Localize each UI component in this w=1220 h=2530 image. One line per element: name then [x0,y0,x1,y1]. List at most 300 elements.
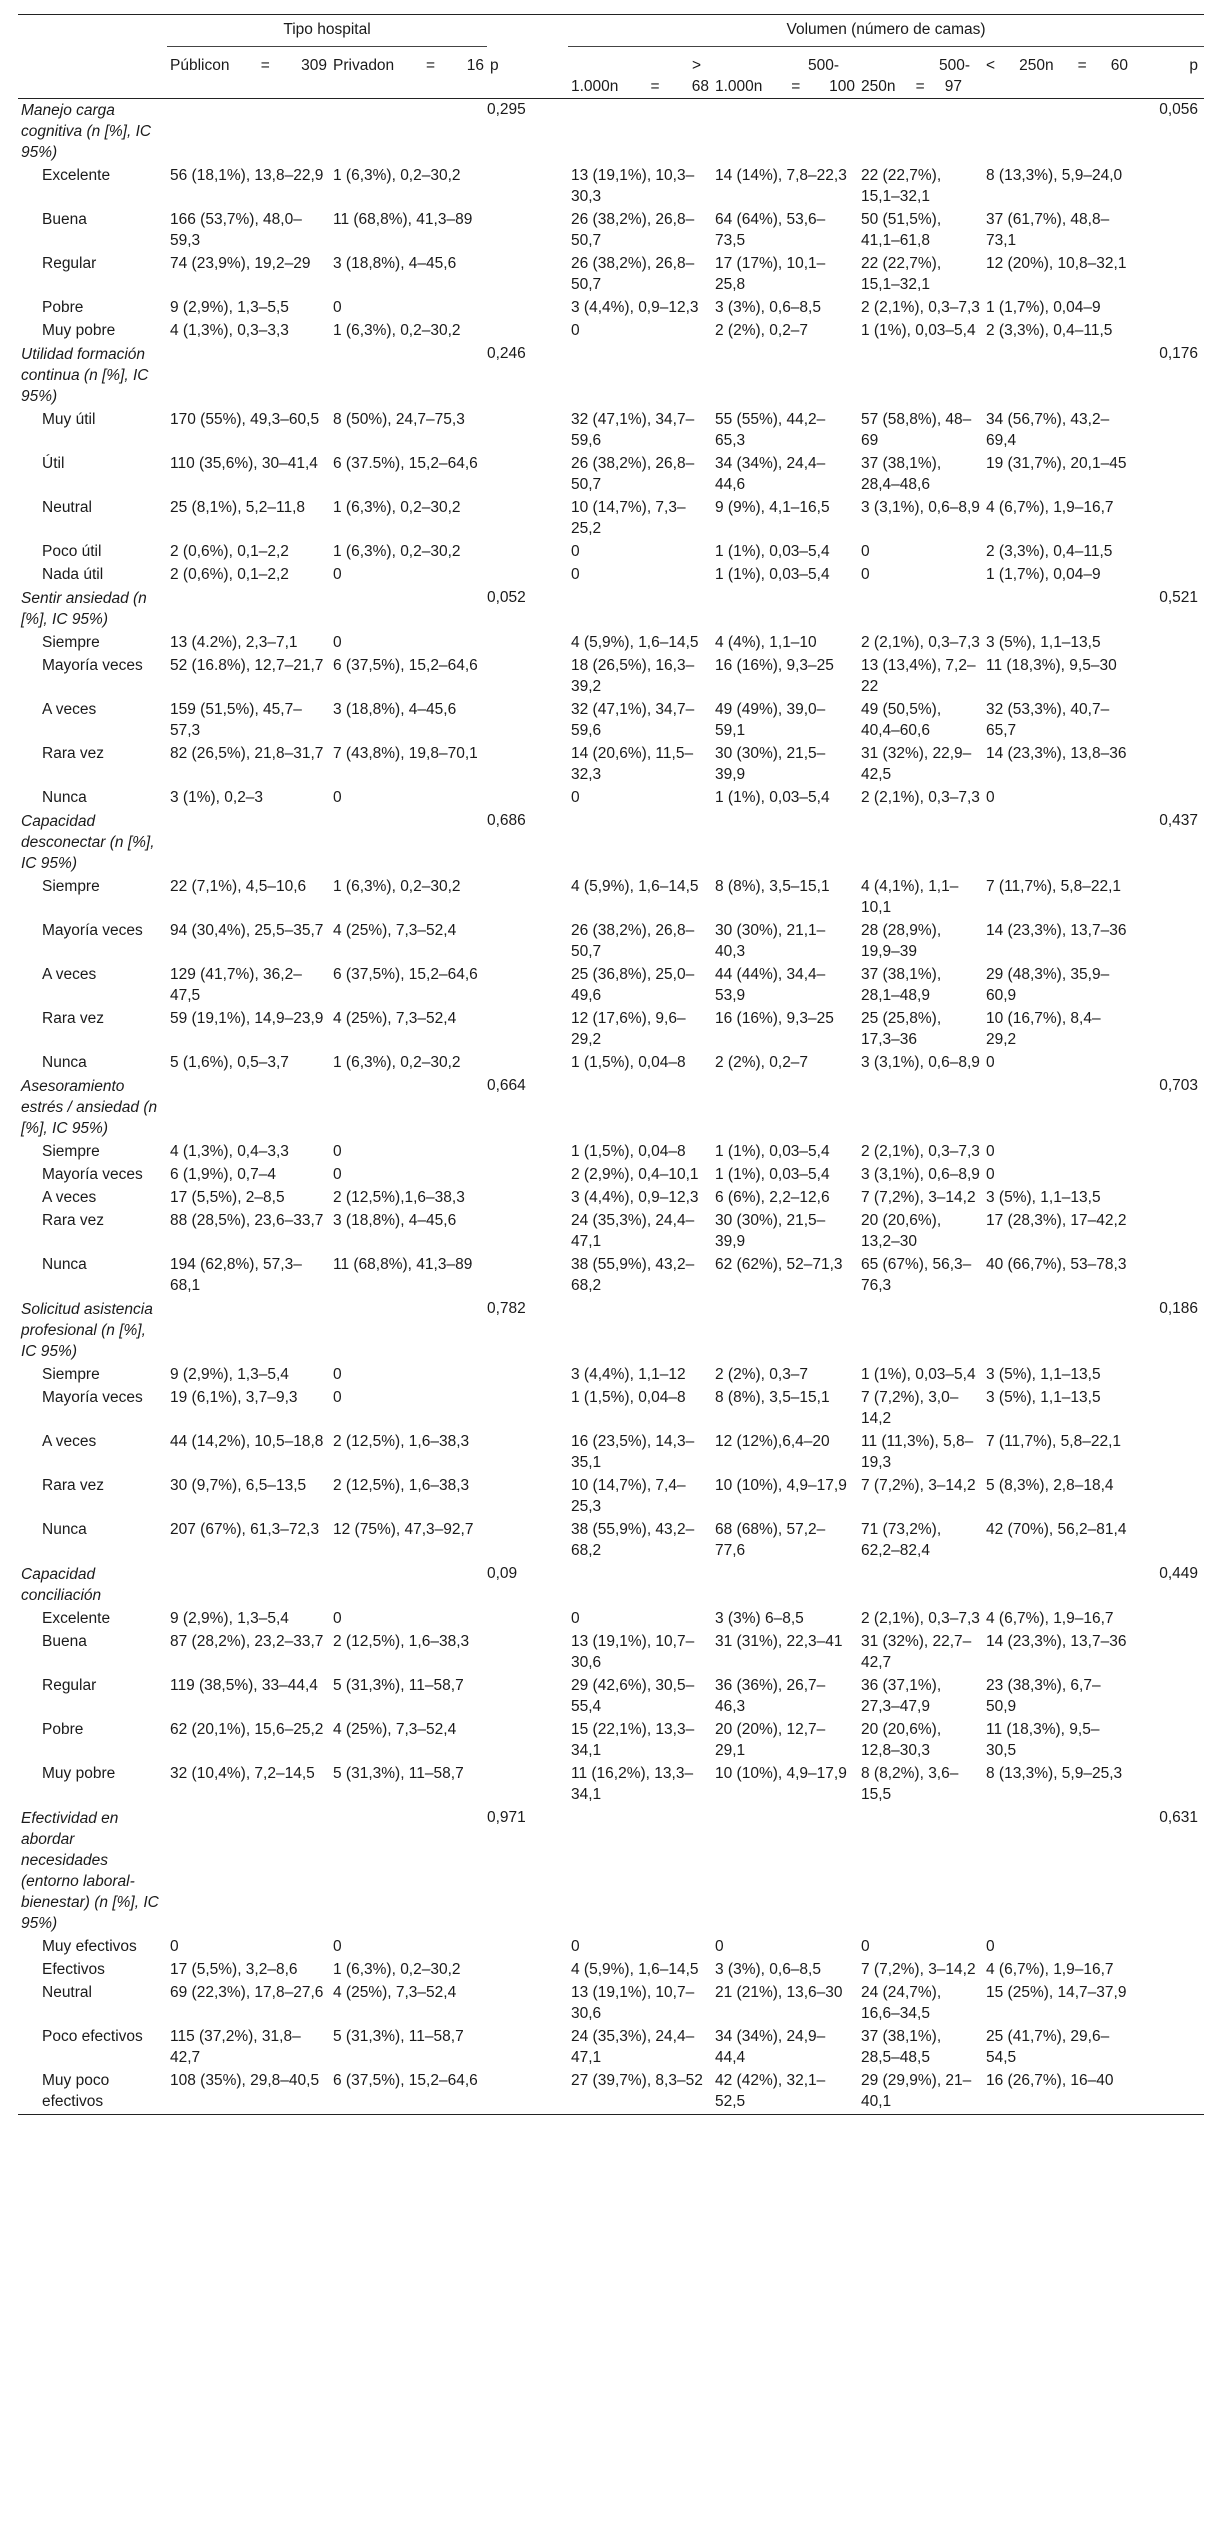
table-row [18,1519,1204,1563]
cell-p-tipo [487,453,568,497]
empty-cell [330,1298,487,1364]
cell-vol-4: 37 (61,7%), 48,8–73,1 [986,211,1110,249]
cell-vol-4: 29 (48,3%), 35,9–60,9 [986,966,1110,1004]
cell-privado: 0 [333,1166,342,1183]
table-row [18,1936,1204,1959]
cell-p-volumen [1131,876,1204,920]
row-label: Siempre [42,634,100,651]
cell-vol-1: 13 (19,1%), 10,7–30,6 [571,1984,695,2022]
cell-p-tipo [487,1475,568,1519]
table-row [18,655,1204,699]
p-value-tipo: 0,664 [487,1077,526,1094]
data-table [18,14,1204,2115]
cell-vol-2: 49 (49%), 39,0–59,1 [715,701,826,739]
cell-vol-1: 29 (42,6%), 30,5–55,4 [571,1677,695,1715]
cell-publico: 6 (1,9%), 0,7–4 [170,1166,276,1183]
cell-vol-4: 2 (3,3%), 0,4–11,5 [986,543,1113,560]
cell-p-volumen [1131,1387,1204,1431]
cell-vol-4: 2 (3,3%), 0,4–11,5 [986,322,1113,339]
group-tipo-hospital: Tipo hospital [167,15,487,47]
vol3-eq: = [915,78,925,95]
col-header-vol-1 [568,47,712,99]
cell-privado: 2 (12,5%), 1,6–38,3 [333,1633,470,1650]
empty-cell [330,1563,487,1608]
cell-vol-4: 0 [986,789,995,806]
table-row [18,409,1204,453]
cell-p-tipo [487,787,568,810]
empty-cell [330,1075,487,1141]
vol1-n: 68 [691,78,709,95]
cell-vol-2: 1 (1%), 0,03–5,4 [715,543,830,560]
cell-p-tipo [487,1608,568,1631]
empty-cell [858,1807,983,1936]
row-label: Poco útil [42,543,102,560]
cell-vol-1: 38 (55,9%), 43,2–68,2 [571,1521,695,1559]
cell-p-tipo [487,1008,568,1052]
cell-vol-2: 3 (3%), 0,6–8,5 [715,299,821,316]
cell-p-tipo [487,743,568,787]
empty-cell [983,99,1131,166]
table-row [18,1763,1204,1807]
cell-vol-3: 8 (8,2%), 3,6–15,5 [861,1765,959,1803]
table-row [18,209,1204,253]
cell-vol-1: 15 (22,1%), 13,3–34,1 [571,1721,695,1759]
cell-vol-2: 8 (8%), 3,5–15,1 [715,878,830,895]
cell-vol-4: 0 [986,1143,995,1160]
cell-vol-2: 2 (2%), 0,2–7 [715,322,809,339]
table-row [18,743,1204,787]
table-row [18,2070,1204,2115]
cell-p-tipo [487,1982,568,2026]
cell-vol-2: 44 (44%), 34,4–53,9 [715,966,826,1004]
cell-privado: 3 (18,8%), 4–45,6 [333,701,457,718]
cell-publico: 119 (38,5%), 33–44,4 [170,1677,318,1694]
cell-vol-1: 0 [571,543,580,560]
row-label: Siempre [42,1366,100,1383]
cell-privado: 1 (6,3%), 0,2–30,2 [333,322,461,339]
cell-vol-1: 0 [571,789,580,806]
cell-vol-3: 0 [861,543,870,560]
empty-cell [167,343,330,409]
cell-vol-1: 26 (38,2%), 26,8–50,7 [571,455,695,493]
cell-vol-3: 11 (11,3%), 5,8–19,3 [861,1433,974,1471]
p-value-volumen: 0,703 [1159,1077,1199,1094]
section-row [18,99,1204,166]
cell-vol-3: 2 (2,1%), 0,3–7,3 [861,634,980,651]
cell-p-volumen [1131,787,1204,810]
row-label: Rara vez [42,1010,105,1027]
cell-p-tipo [487,497,568,541]
cell-p-volumen [1131,1475,1204,1519]
cell-vol-2: 36 (36%), 26,7–46,3 [715,1677,826,1715]
cell-vol-4: 4 (6,7%), 1,9–16,7 [986,1610,1114,1627]
cell-p-tipo [487,1519,568,1563]
cell-vol-4: 12 (20%), 10,8–32,1 [986,255,1127,272]
empty-cell [983,1807,1131,1936]
cell-privado: 1 (6,3%), 0,2–30,2 [333,543,461,560]
cell-vol-1: 24 (35,3%), 24,4–47,1 [571,2028,695,2066]
cell-vol-4: 42 (70%), 56,2–81,4 [986,1521,1127,1538]
row-label: Muy poco efectivos [18,2070,167,2115]
empty-cell [568,343,712,409]
table-row [18,297,1204,320]
cell-vol-3: 1 (1%), 0,03–5,4 [861,1366,976,1383]
cell-p-volumen [1131,2070,1204,2115]
cell-p-volumen [1131,1210,1204,1254]
cell-vol-4: 23 (38,3%), 6,7–50,9 [986,1677,1101,1715]
row-label: Muy efectivos [42,1938,137,1955]
cell-vol-1: 11 (16,2%), 13,3–34,1 [571,1765,694,1803]
cell-vol-2: 55 (55%), 44,2–65,3 [715,411,826,449]
table-row [18,632,1204,655]
empty-cell [167,1075,330,1141]
cell-p-tipo [487,1387,568,1431]
row-label: Siempre [42,878,100,895]
section-row [18,1075,1204,1141]
table-row [18,1675,1204,1719]
cell-p-tipo [487,1936,568,1959]
cell-vol-3: 31 (32%), 22,9–42,5 [861,745,972,783]
table-row [18,1959,1204,1982]
table-row [18,1387,1204,1431]
row-label: Buena [42,211,87,228]
cell-vol-3: 1 (1%), 0,03–5,4 [861,322,976,339]
cell-p-volumen [1131,409,1204,453]
cell-vol-1: 2 (2,9%), 0,4–10,1 [571,1166,699,1183]
cell-vol-2: 0 [715,1938,724,1955]
cell-publico: 22 (7,1%), 4,5–10,6 [170,878,307,895]
cell-publico: 82 (26,5%), 21,8–31,7 [170,745,324,762]
row-label: Pobre [42,299,84,316]
cell-p-volumen [1131,1187,1204,1210]
cell-p-tipo [487,1959,568,1982]
cell-publico: 32 (10,4%), 7,2–14,5 [170,1765,315,1782]
empty-cell [167,1807,330,1936]
vol2-top: 500- [807,57,839,74]
table-row [18,1141,1204,1164]
row-label: Nunca [42,1054,87,1071]
empty-cell [712,99,858,166]
cell-vol-2: 4 (4%), 1,1–10 [715,634,817,651]
cell-vol-1: 10 (14,7%), 7,3–25,2 [571,499,686,537]
cell-privado: 4 (25%), 7,3–52,4 [333,1721,457,1738]
cell-privado: 0 [333,789,342,806]
cell-vol-1: 26 (38,2%), 26,8–50,7 [571,922,695,960]
cell-vol-1: 1 (1,5%), 0,04–8 [571,1389,686,1406]
section-row [18,1807,1204,1936]
cell-publico: 30 (9,7%), 6,5–13,5 [170,1477,307,1494]
cell-privado: 2 (12,5%),1,6–38,3 [333,1189,465,1206]
cell-publico: 44 (14,2%), 10,5–18,8 [170,1433,324,1450]
table-row [18,1187,1204,1210]
cell-vol-1: 26 (38,2%), 26,8–50,7 [571,211,695,249]
group-spacer [487,15,568,47]
cell-vol-4: 4 (6,7%), 1,9–16,7 [986,1961,1114,1978]
col-header-p-tipo: p [487,47,568,99]
cell-privado: 6 (37,5%), 15,2–64,6 [330,2070,487,2115]
cell-privado: 5 (31,3%), 11–58,7 [333,1765,464,1782]
cell-publico: 207 (67%), 61,3–72,3 [170,1521,320,1538]
cell-vol-3: 20 (20,6%), 13,2–30 [861,1212,942,1250]
section-row [18,587,1204,632]
cell-p-tipo [487,1364,568,1387]
empty-cell [712,1075,858,1141]
cell-privado: 12 (75%), 47,3–92,7 [333,1521,474,1538]
empty-cell [568,1298,712,1364]
row-label: Excelente [42,1610,111,1627]
cell-p-volumen [1131,632,1204,655]
cell-vol-1: 10 (14,7%), 7,4–25,3 [571,1477,686,1515]
cell-privado: 2 (12,5%), 1,6–38,3 [333,1477,470,1494]
p-value-tipo: 0,09 [487,1565,518,1582]
table-row [18,1254,1204,1298]
empty-cell [712,587,858,632]
cell-publico: 194 (62,8%), 57,3–68,1 [170,1256,302,1294]
corner-cell [18,15,167,47]
cell-vol-4: 1 (1,7%), 0,04–9 [986,566,1101,583]
cell-privado: 0 [333,566,342,583]
vol1-eq: = [650,78,660,95]
cell-vol-1: 1 (1,5%), 0,04–8 [571,1054,686,1071]
cell-publico: 2 (0,6%), 0,1–2,2 [170,543,289,560]
cell-p-tipo [487,1719,568,1763]
cell-vol-4: 25 (41,7%), 29,6–54,5 [986,2028,1110,2066]
header-row-groups [18,15,1204,47]
empty-cell [983,1075,1131,1141]
table-row [18,1475,1204,1519]
empty-cell [568,810,712,876]
row-label: Útil [42,455,65,472]
cell-privado: 6 (37,5%), 15,2–64,6 [333,966,478,983]
cell-p-tipo [487,1431,568,1475]
cell-vol-1: 14 (20,6%), 11,5–32,3 [571,745,694,783]
cell-p-volumen [1131,297,1204,320]
table-row [18,787,1204,810]
privado-n: 16 [466,57,484,74]
col-header-variable [18,47,167,99]
row-label: Rara vez [42,745,105,762]
empty-cell [983,343,1131,409]
row-label: Neutral [42,499,92,516]
row-label: Pobre [42,1721,84,1738]
cell-p-volumen [1131,541,1204,564]
p-value-volumen: 0,437 [1159,812,1199,829]
cell-publico: 110 (35,6%), 30–41,4 [170,455,318,472]
empty-cell [568,1075,712,1141]
cell-vol-3: 2 (2,1%), 0,3–7,3 [861,1143,980,1160]
cell-vol-2: 12 (12%),6,4–20 [715,1433,830,1450]
table-row [18,1631,1204,1675]
table-row [18,320,1204,343]
cell-vol-4: 11 (18,3%), 9,5–30,5 [986,1721,1100,1759]
cell-p-tipo [487,2026,568,2070]
cell-p-tipo [487,541,568,564]
cell-vol-3: 7 (7,2%), 3–14,2 [861,1961,976,1978]
empty-cell [983,1298,1131,1364]
vol2-eq: = [791,78,801,95]
publico-n: 309 [301,57,327,74]
cell-privado: 0 [333,634,342,651]
cell-privado: 1 (6,3%), 0,2–30,2 [333,1961,461,1978]
cell-vol-2: 9 (9%), 4,1–16,5 [715,499,830,516]
cell-vol-3: 4 (4,1%), 1,1–10,1 [861,878,959,916]
col-header-vol-3 [858,47,983,99]
cell-vol-1: 13 (19,1%), 10,3–30,3 [571,167,695,205]
cell-vol-3: 36 (37,1%), 27,3–47,9 [861,1677,942,1715]
cell-privado: 4 (25%), 7,3–52,4 [333,1010,457,1027]
row-label: A veces [42,966,97,983]
cell-vol-1: 26 (38,2%), 26,8–50,7 [571,255,695,293]
cell-vol-3: 29 (29,9%), 21–40,1 [858,2070,983,2115]
cell-vol-1: 0 [571,322,580,339]
row-label: Mayoría veces [42,1166,143,1183]
row-label: Nunca [42,1256,87,1273]
section-row [18,810,1204,876]
cell-p-tipo [487,632,568,655]
cell-vol-2: 17 (17%), 10,1–25,8 [715,255,826,293]
cell-vol-4: 3 (5%), 1,1–13,5 [986,1389,1101,1406]
cell-vol-3: 2 (2,1%), 0,3–7,3 [861,1610,980,1627]
vol4-eq: = [1077,57,1087,74]
cell-p-tipo [487,165,568,209]
cell-p-volumen [1131,1364,1204,1387]
table-row [18,453,1204,497]
row-label: Nada útil [42,566,104,583]
row-label: Nunca [42,789,87,806]
row-label: Rara vez [42,1212,105,1229]
cell-vol-1: 18 (26,5%), 16,3–39,2 [571,657,695,695]
cell-p-volumen [1131,453,1204,497]
cell-vol-3: 28 (28,9%), 19,9–39 [861,922,942,960]
cell-vol-4: 14 (23,3%), 13,7–36 [986,1633,1127,1650]
cell-privado: 7 (43,8%), 19,8–70,1 [333,745,478,762]
cell-vol-3: 2 (2,1%), 0,3–7,3 [861,789,980,806]
cell-publico: 52 (16.8%), 12,7–21,7 [170,657,324,674]
cell-vol-1: 12 (17,6%), 9,6–29,2 [571,1010,686,1048]
table-row [18,165,1204,209]
row-label: A veces [42,1433,97,1450]
cell-publico: 2 (0,6%), 0,1–2,2 [170,566,289,583]
cell-vol-2: 30 (30%), 21,5–39,9 [715,745,826,783]
cell-vol-2: 8 (8%), 3,5–15,1 [715,1389,830,1406]
cell-publico: 88 (28,5%), 23,6–33,7 [170,1212,324,1229]
cell-publico: 170 (55%), 49,3–60,5 [170,411,320,428]
cell-publico: 129 (41,7%), 36,2–47,5 [170,966,302,1004]
cell-p-volumen [1131,209,1204,253]
p-value-volumen: 0,449 [1159,1565,1199,1582]
cell-privado: 0 [333,1366,342,1383]
cell-privado: 8 (50%), 24,7–75,3 [333,411,465,428]
cell-vol-2: 31 (31%), 22,3–41 [715,1633,843,1650]
vol4-n: 60 [1110,57,1128,74]
row-label: Poco efectivos [42,2028,143,2045]
table-row [18,876,1204,920]
cell-p-tipo [487,699,568,743]
cell-p-tipo [487,1631,568,1675]
cell-vol-3: 3 (3,1%), 0,6–8,9 [861,499,980,516]
privado-name: Privadon [333,57,395,74]
vol4-mid: 250n [1019,57,1054,74]
row-label: Regular [42,255,97,272]
p-value-tipo: 0,686 [487,812,526,829]
cell-p-volumen [1131,253,1204,297]
table-row [18,2026,1204,2070]
cell-privado: 0 [333,1610,342,1627]
cell-privado: 1 (6,3%), 0,2–30,2 [333,167,461,184]
empty-cell [858,1563,983,1608]
vol1-top: > [691,57,701,74]
empty-cell [330,99,487,166]
empty-cell [858,99,983,166]
empty-cell [568,587,712,632]
col-header-vol-2 [712,47,858,99]
vol3-n: 97 [944,78,962,95]
table-row [18,497,1204,541]
section-title: Efectividad en abordar necesidades (entorno laboral-bienestar) (n [%], IC 95%) [21,1810,159,1932]
cell-publico: 9 (2,9%), 1,3–5,5 [170,299,289,316]
header-row-columns [18,47,1204,99]
cell-p-tipo [487,1210,568,1254]
table-row [18,1008,1204,1052]
cell-vol-2: 64 (64%), 53,6–73,5 [715,211,826,249]
cell-publico: 4 (1,3%), 0,4–3,3 [170,1143,289,1160]
cell-p-tipo [487,297,568,320]
cell-p-volumen [1131,1936,1204,1959]
cell-vol-2: 42 (42%), 32,1–52,5 [712,2070,858,2115]
cell-p-volumen [1131,1631,1204,1675]
p-value-tipo: 0,295 [487,101,526,118]
cell-vol-2: 1 (1%), 0,03–5,4 [715,789,830,806]
cell-vol-1: 0 [571,1610,580,1627]
p-value-tipo: 0,782 [487,1300,526,1317]
cell-publico: 0 [170,1938,179,1955]
cell-privado: 2 (12,5%), 1,6–38,3 [333,1433,470,1450]
cell-vol-1: 0 [571,566,580,583]
cell-p-volumen [1131,920,1204,964]
section-row [18,1298,1204,1364]
cell-vol-1: 0 [571,1938,580,1955]
cell-vol-1: 3 (4,4%), 0,9–12,3 [571,299,699,316]
cell-vol-1: 16 (23,5%), 14,3–35,1 [571,1433,695,1471]
cell-vol-4: 34 (56,7%), 43,2–69,4 [986,411,1110,449]
cell-privado: 6 (37.5%), 15,2–64,6 [333,455,478,472]
cell-vol-2: 14 (14%), 7,8–22,3 [715,167,847,184]
table-row [18,964,1204,1008]
cell-vol-2: 21 (21%), 13,6–30 [715,1984,843,2001]
p-value-tipo: 0,246 [487,345,526,362]
cell-publico: 3 (1%), 0,2–3 [170,789,264,806]
cell-p-tipo [487,320,568,343]
row-label: Regular [42,1677,97,1694]
cell-p-volumen [1131,1608,1204,1631]
cell-vol-1: 13 (19,1%), 10,7–30,6 [571,1633,695,1671]
group-volumen: Volumen (número de camas) [568,15,1204,47]
empty-cell [330,343,487,409]
cell-p-volumen [1131,1008,1204,1052]
cell-vol-2: 16 (16%), 9,3–25 [715,1010,834,1027]
cell-p-tipo [487,209,568,253]
cell-vol-1: 3 (4,4%), 1,1–12 [571,1366,686,1383]
cell-p-tipo [487,964,568,1008]
table-row [18,1719,1204,1763]
cell-privado: 11 (68,8%), 41,3–89 [333,1256,473,1273]
row-label: A veces [42,701,97,718]
cell-vol-3: 22 (22,7%), 15,1–32,1 [861,255,942,293]
cell-p-volumen [1131,1052,1204,1075]
cell-privado: 6 (37,5%), 15,2–64,6 [333,657,478,674]
empty-cell [330,810,487,876]
table-row [18,541,1204,564]
